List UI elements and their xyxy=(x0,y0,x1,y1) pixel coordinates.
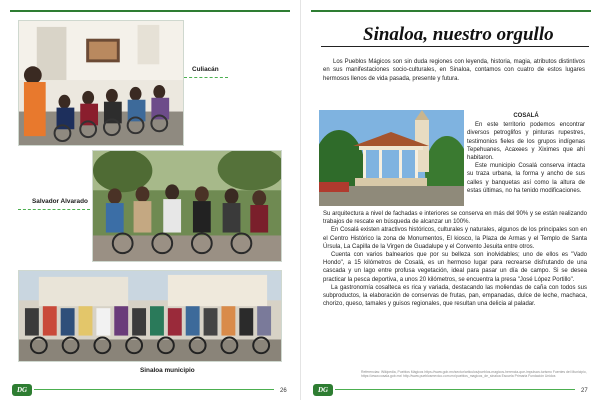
photo-cosala-kiosk xyxy=(319,110,464,206)
caption-leader xyxy=(18,209,90,210)
photo-sinaloa-municipio xyxy=(18,270,282,362)
top-rule xyxy=(311,10,591,12)
footer-rule xyxy=(335,389,575,390)
body-text xyxy=(323,210,587,308)
right-page xyxy=(300,0,600,400)
page-number: 27 xyxy=(581,388,588,394)
dg-logo: DG xyxy=(12,384,32,396)
page-number: 26 xyxy=(280,388,287,394)
body-paragraph: Su arquitectura a nivel de fachadas e interiores se conserva en más del 90% y se están realizando trabajos de rescate en búsqueda de alcanzar un 100%. xyxy=(323,211,587,226)
section-heading: COSALÁ xyxy=(513,113,539,119)
side-paragraph: Este municipio Cosalá conserva intacta su traza urbana, la forma y ancho de sus calles y banquetas así como la altura de estas últimas, no ha tenido modificaciones. xyxy=(467,163,585,194)
caption-salvador-alvarado: Salvador Alvarado xyxy=(32,198,88,205)
photo-culiacan xyxy=(18,20,184,146)
caption-sinaloa-municipio: Sinaloa municipio xyxy=(140,367,195,374)
title-rule xyxy=(321,46,589,47)
cosala-side-column xyxy=(467,112,585,195)
top-rule xyxy=(10,10,290,12)
footnote-references: Referencias: Wikipedia, Pueblos Mágicos https://www.gob.mx/sectur/articulos/pueblos-magicos-herencia-que-impulsan-turismo Fuentes del Municipio, https://www.cosala.gob.mx/ http://www.pueblosmexico.com.mx/pueblos_magicos_de_sinaloa Escuela Primaria Fundación Unidos xyxy=(361,370,587,379)
footer-rule xyxy=(34,389,274,390)
intro-paragraph: Los Pueblos Mágicos son sin duda regiones con leyenda, historia, magia, atributos distintivos en sus manifestaciones socio-culturales, en Sinaloa, contamos con cuatro de estos lugares hermosos llenos de vida pasada, presente y futura. xyxy=(323,59,585,82)
caption-leader xyxy=(184,77,228,78)
side-paragraph: En este territorio podemos encontrar diversos petroglifos y pinturas rupestres, testimonios fieles de los grupos indígenas Tepehuanes, Acaxees y Xiximes que ahí habitaron. xyxy=(467,122,585,162)
caption-culiacan: Culiacán xyxy=(192,66,219,73)
dg-logo: DG xyxy=(313,384,333,396)
page-title: Sinaloa, nuestro orgullo xyxy=(363,24,554,45)
body-paragraph: La gastronomía cosalteca es rica y variada, destacando las moliendas de caña con todos sus subproductos, la elaboración de conservas de frutas, pan, empanadas, dulce de leche, machaca, chorizo, queso, tamales y guisos regionales, que resultan una delicia al paladar. xyxy=(323,284,587,308)
body-paragraph: En Cosalá existen atractivos históricos, culturales y naturales, algunos de los principales son en el Centro Histórico la zona de Monumentos, El kiosco, la Plaza de Armas y el Templo de Santa Úrsula, La Capilla de la Virgen de Guadalupe y el Convento Jesuita entre otros. xyxy=(323,227,587,250)
body-paragraph: Cuenta con varios balnearios que por su belleza son inolvidables; uno de ellos es "Vado Hondo", a 15 kilómetros de Cosalá, es un hermoso lugar para recrearse disfrutando de una cascada y un lago entre profusa vegetación, ideal para pasar un día de campo. Si se desea practicar la pesca deportiva, a unos 20 kilómetros, se encuentra la presa "José López Portillo". xyxy=(323,252,587,283)
photo-salvador-alvarado xyxy=(92,150,282,262)
